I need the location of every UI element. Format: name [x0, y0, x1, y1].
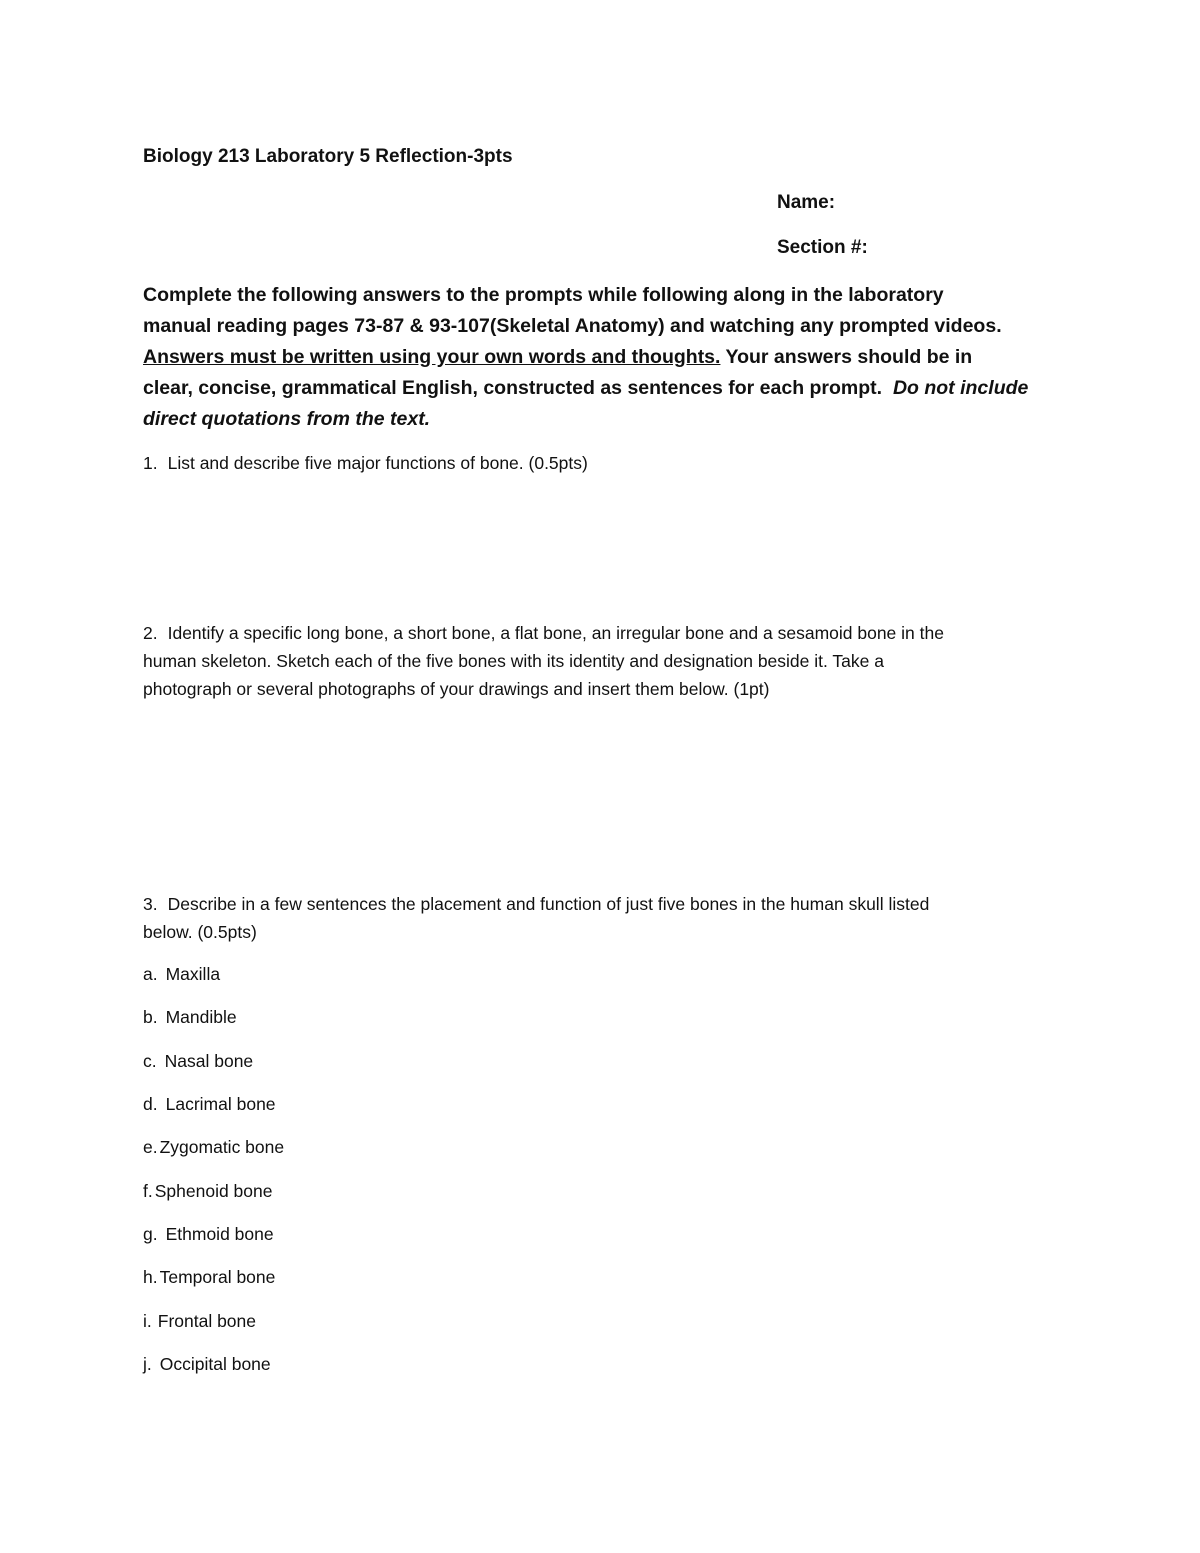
instructions-line-5	[143, 404, 1073, 435]
list-item-letter: i.	[143, 1311, 152, 1331]
document-title: Biology 213 Laboratory 5 Reflection-3pts	[143, 146, 513, 167]
question-2-line-3: photograph or several photographs of your drawings and insert them below. (1pt)	[143, 679, 770, 699]
instructions-line-4-text: clear, concise, grammatical English, constructed as sentences for each prompt.	[143, 377, 883, 399]
list-item-letter: e.	[143, 1137, 158, 1157]
list-item-letter: a.	[143, 964, 158, 984]
question-2-line-2: human skeleton. Sketch each of the five bones with its identity and designation beside it. Take a	[143, 651, 884, 671]
question-3-line-2: below. (0.5pts)	[143, 922, 257, 942]
question-2	[143, 619, 1063, 703]
list-item-text: Sphenoid bone	[154, 1181, 273, 1201]
list-item-text: Mandible	[165, 1007, 237, 1027]
question-text: Identify a specific long bone, a short bone, a flat bone, an irregular bone and a sesamoid bone in the	[167, 623, 944, 643]
instructions-line-1: Complete the following answers to the prompts while following along in the laboratory	[143, 284, 944, 306]
question-number: 2.	[143, 623, 158, 643]
question-number: 1.	[143, 453, 158, 473]
list-item-text: Maxilla	[165, 964, 221, 984]
instructions-line-4	[143, 373, 1073, 404]
list-item-letter: b.	[143, 1007, 158, 1027]
list-item-text: Lacrimal bone	[165, 1094, 276, 1114]
instructions-underlined: Answers must be written using your own words and thoughts.	[143, 346, 721, 368]
question-3	[143, 890, 1063, 946]
list-item-letter: h.	[143, 1267, 158, 1287]
question-1	[143, 449, 1063, 477]
question-2-line-1	[143, 619, 1063, 647]
list-item-text: Occipital bone	[159, 1354, 271, 1374]
list-item-letter: f.	[143, 1181, 153, 1201]
list-item	[143, 1137, 284, 1158]
section-label: Section #:	[777, 237, 868, 258]
list-item	[143, 964, 220, 985]
question-text: List and describe five major functions of bone. (0.5pts)	[167, 453, 588, 473]
question-text: Describe in a few sentences the placement and function of just five bones in the human skull listed	[167, 894, 930, 914]
instructions-line-2: manual reading pages 73-87 & 93-107(Skeletal Anatomy) and watching any prompted videos.	[143, 315, 1002, 337]
list-item-letter: c.	[143, 1051, 157, 1071]
question-3-line-1	[143, 890, 1063, 918]
instructions-paragraph	[143, 280, 1073, 435]
list-item-text: Nasal bone	[164, 1051, 254, 1071]
list-item-letter: d.	[143, 1094, 158, 1114]
list-item-text: Ethmoid bone	[165, 1224, 274, 1244]
list-item	[143, 1267, 275, 1288]
list-item	[143, 1007, 237, 1028]
list-item-letter: j.	[143, 1354, 152, 1374]
list-item	[143, 1354, 271, 1375]
name-label: Name:	[777, 192, 836, 213]
list-item-text: Frontal bone	[157, 1311, 257, 1331]
instructions-line-3	[143, 342, 1073, 373]
instructions-line-3-rest: Your answers should be in	[720, 346, 973, 368]
list-item	[143, 1051, 253, 1072]
list-item-text: Zygomatic bone	[159, 1137, 285, 1157]
list-item-letter: g.	[143, 1224, 158, 1244]
list-item	[143, 1094, 276, 1115]
question-number: 3.	[143, 894, 158, 914]
list-item-text: Temporal bone	[159, 1267, 276, 1287]
instructions-italic-2: direct quotations from the text.	[143, 408, 431, 430]
list-item	[143, 1224, 274, 1245]
list-item	[143, 1181, 272, 1202]
instructions-italic-1: Do not include	[892, 377, 1029, 399]
list-item	[143, 1311, 256, 1332]
